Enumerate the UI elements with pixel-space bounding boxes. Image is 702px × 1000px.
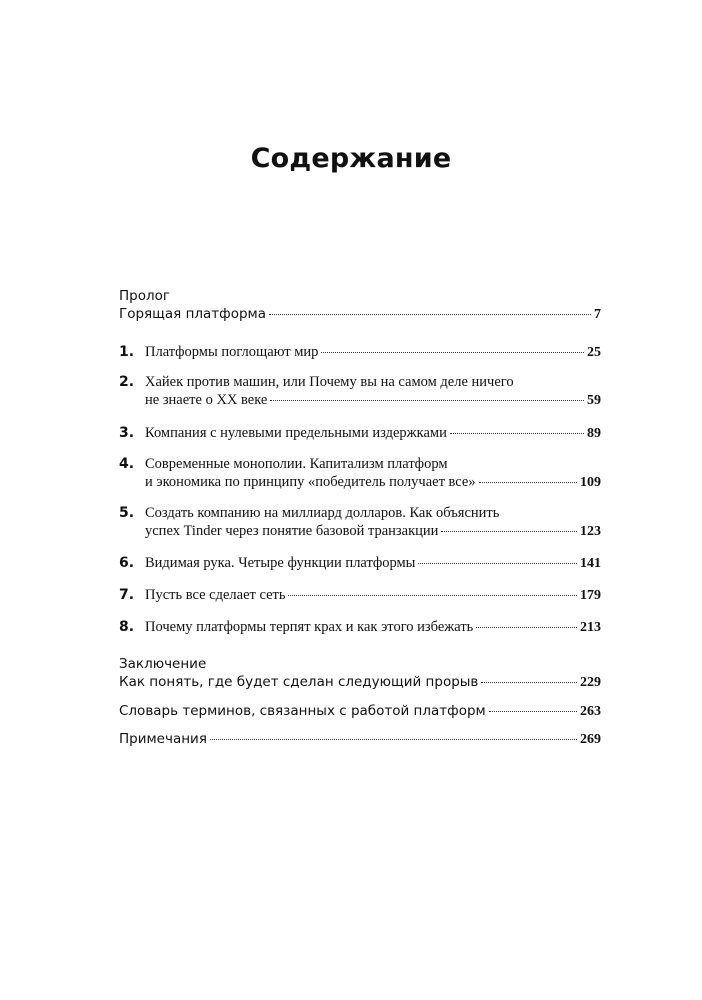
conclusion-label: Заключение [119,656,207,672]
chapter-number: 6. [119,555,135,571]
chapter-number: 7. [119,587,135,603]
toc-entry-title: и экономика по принципу «победитель получает все» [145,474,476,490]
toc-entry-page: 123 [580,524,601,539]
chapter-number: 3. [119,425,135,441]
dot-leader [450,433,584,434]
page-title: Содержание [250,143,452,174]
toc-entry-page: 89 [587,426,601,441]
prologue-label: Пролог [119,288,170,304]
dot-leader [210,739,577,740]
toc-entry-title: Словарь терминов, связанных с работой платформ [119,703,486,719]
toc-entry-title: Горящая платформа [119,306,267,322]
toc-entry-chapter-3[interactable] [145,424,601,443]
toc-entry-glossary[interactable] [119,702,601,721]
toc-entry-title: Примечания [119,731,207,747]
chapter-number: 8. [119,619,135,635]
toc-entry-page: 229 [580,675,601,690]
toc-entry-title: Почему платформы терпят крах и как этого избежать [145,619,474,635]
toc-entry-title: Пусть все сделает сеть [145,587,286,603]
toc-entry-page: 7 [594,307,601,322]
toc-entry-title: Платформы поглощают мир [145,344,319,360]
dot-leader [441,531,577,532]
toc-entry-page: 263 [580,704,601,719]
toc-entry-title: не знаете о XX веке [145,392,268,408]
toc-entry-title-line1: Современные монополии. Капитализм платформ [145,456,448,472]
chapter-number: 5. [119,505,135,521]
dot-leader [269,314,591,315]
toc-entry-conclusion[interactable] [119,673,601,692]
dot-leader [270,400,584,401]
chapter-number: 4. [119,456,135,472]
toc-entry-chapter-1[interactable] [145,343,601,362]
toc-entry-title: Компания с нулевыми предельными издержками [145,425,447,441]
toc-entry-page: 141 [580,556,601,571]
toc-entry-title: успех Tinder через понятие базовой транзакции [145,523,439,539]
toc-entry-prologue[interactable] [119,305,601,324]
toc-entry-page: 269 [580,732,601,747]
toc-entry-page: 59 [587,393,601,408]
chapter-number: 2. [119,374,135,390]
toc-entry-chapter-2[interactable] [145,391,601,410]
dot-leader [479,482,577,483]
toc-entry-page: 25 [587,345,601,360]
toc-entry-page: 109 [580,475,601,490]
dot-leader [321,352,584,353]
toc-entry-chapter-8[interactable] [145,618,601,637]
toc-entry-title-line1: Создать компанию на миллиард долларов. Как объяснить [145,505,500,521]
toc-entry-chapter-6[interactable] [145,554,601,573]
toc-entry-chapter-4[interactable] [145,473,601,492]
toc-entry-notes[interactable] [119,730,601,749]
dot-leader [288,595,577,596]
toc-entry-title-line1: Хайек против машин, или Почему вы на самом деле ничего [145,374,514,390]
dot-leader [489,711,577,712]
chapter-number: 1. [119,344,135,360]
toc-entry-title: Как понять, где будет сделан следующий прорыв [119,674,479,690]
dot-leader [481,682,577,683]
toc-entry-chapter-5[interactable] [145,522,601,541]
toc-entry-page: 179 [580,588,601,603]
dot-leader [418,563,577,564]
toc-entry-chapter-7[interactable] [145,586,601,605]
dot-leader [476,627,577,628]
toc-entry-page: 213 [580,620,601,635]
toc-entry-title: Видимая рука. Четыре функции платформы [145,555,416,571]
